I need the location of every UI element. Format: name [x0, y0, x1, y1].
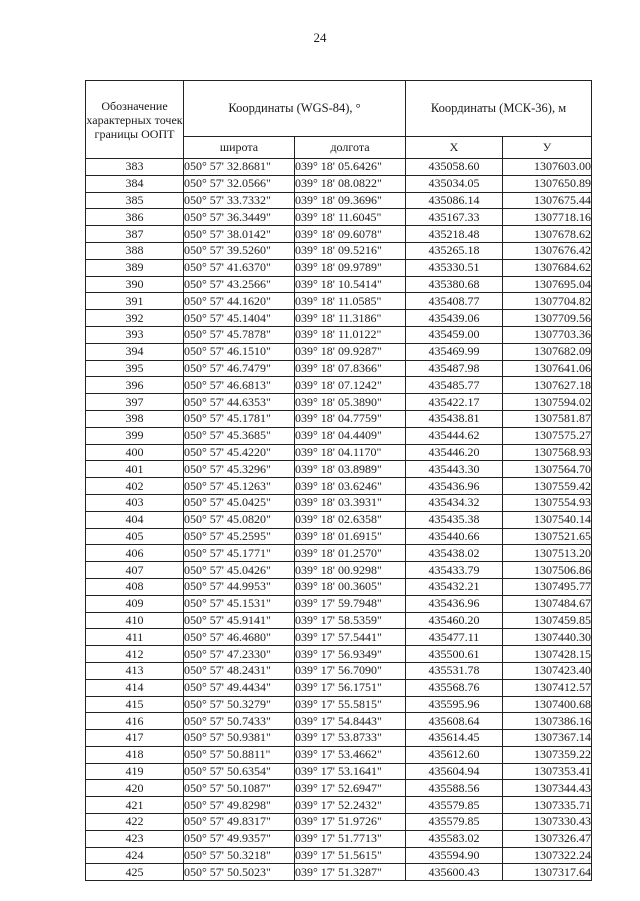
latitude-cell: 050° 57' 50.5023" — [184, 864, 295, 881]
latitude-cell: 050° 57' 32.0566" — [184, 175, 295, 192]
point-number-cell: 413 — [86, 662, 184, 679]
y-coordinate-cell: 1307495.77 — [503, 578, 592, 595]
table-row — [86, 746, 592, 763]
x-coordinate-cell: 435595.96 — [406, 696, 503, 713]
latitude-cell: 050° 57' 45.1404" — [184, 310, 295, 327]
y-coordinate-cell: 1307335.71 — [503, 797, 592, 814]
point-number-cell: 406 — [86, 545, 184, 562]
y-coordinate-cell: 1307428.15 — [503, 646, 592, 663]
latitude-cell: 050° 57' 45.0426" — [184, 562, 295, 579]
x-coordinate-cell: 435459.00 — [406, 326, 503, 343]
table-row — [86, 763, 592, 780]
longitude-cell: 039° 18' 03.3931" — [295, 494, 406, 511]
latitude-cell: 050° 57' 50.9381" — [184, 730, 295, 747]
longitude-cell: 039° 17' 51.7713" — [295, 830, 406, 847]
y-coordinate-cell: 1307684.62 — [503, 259, 592, 276]
x-coordinate-cell: 435438.02 — [406, 545, 503, 562]
point-number-cell: 411 — [86, 629, 184, 646]
latitude-cell: 050° 57' 33.7332" — [184, 192, 295, 209]
x-coordinate-cell: 435446.20 — [406, 444, 503, 461]
longitude-cell: 039° 18' 11.0122" — [295, 326, 406, 343]
y-coordinate-cell: 1307326.47 — [503, 830, 592, 847]
x-coordinate-cell: 435433.79 — [406, 562, 503, 579]
y-coordinate-cell: 1307521.65 — [503, 528, 592, 545]
x-coordinate-cell: 435487.98 — [406, 360, 503, 377]
longitude-cell: 039° 17' 51.9726" — [295, 814, 406, 831]
y-coordinate-cell: 1307423.40 — [503, 662, 592, 679]
table-row — [86, 713, 592, 730]
table-row — [86, 276, 592, 293]
x-coordinate-cell: 435436.96 — [406, 595, 503, 612]
x-coordinate-cell: 435058.60 — [406, 159, 503, 176]
point-number-cell: 403 — [86, 494, 184, 511]
y-coordinate-cell: 1307695.04 — [503, 276, 592, 293]
header-y: У — [503, 137, 592, 159]
longitude-cell: 039° 18' 04.1170" — [295, 444, 406, 461]
x-coordinate-cell: 435408.77 — [406, 293, 503, 310]
point-number-cell: 391 — [86, 293, 184, 310]
table-row — [86, 528, 592, 545]
x-coordinate-cell: 435579.85 — [406, 814, 503, 831]
header-point-designation: Обозначение характерных точек границы ООПТ — [86, 81, 184, 159]
table-row — [86, 310, 592, 327]
table-row — [86, 595, 592, 612]
x-coordinate-cell: 435167.33 — [406, 209, 503, 226]
longitude-cell: 039° 18' 09.9287" — [295, 343, 406, 360]
point-number-cell: 397 — [86, 394, 184, 411]
y-coordinate-cell: 1307400.68 — [503, 696, 592, 713]
y-coordinate-cell: 1307359.22 — [503, 746, 592, 763]
point-number-cell: 410 — [86, 612, 184, 629]
table-row — [86, 159, 592, 176]
y-coordinate-cell: 1307386.16 — [503, 713, 592, 730]
y-coordinate-cell: 1307709.56 — [503, 310, 592, 327]
point-number-cell: 394 — [86, 343, 184, 360]
longitude-cell: 039° 18' 05.3890" — [295, 394, 406, 411]
y-coordinate-cell: 1307704.82 — [503, 293, 592, 310]
latitude-cell: 050° 57' 46.1510" — [184, 343, 295, 360]
y-coordinate-cell: 1307575.27 — [503, 427, 592, 444]
longitude-cell: 039° 17' 55.5815" — [295, 696, 406, 713]
longitude-cell: 039° 17' 54.8443" — [295, 713, 406, 730]
latitude-cell: 050° 57' 44.1620" — [184, 293, 295, 310]
x-coordinate-cell: 435583.02 — [406, 830, 503, 847]
table-row — [86, 797, 592, 814]
longitude-cell: 039° 17' 56.9349" — [295, 646, 406, 663]
point-number-cell: 425 — [86, 864, 184, 881]
latitude-cell: 050° 57' 45.1771" — [184, 545, 295, 562]
x-coordinate-cell: 435612.60 — [406, 746, 503, 763]
table-row — [86, 679, 592, 696]
table-row — [86, 444, 592, 461]
y-coordinate-cell: 1307564.70 — [503, 461, 592, 478]
point-number-cell: 400 — [86, 444, 184, 461]
latitude-cell: 050° 57' 45.4220" — [184, 444, 295, 461]
point-number-cell: 392 — [86, 310, 184, 327]
x-coordinate-cell: 435443.30 — [406, 461, 503, 478]
y-coordinate-cell: 1307594.02 — [503, 394, 592, 411]
table-row — [86, 360, 592, 377]
y-coordinate-cell: 1307513.20 — [503, 545, 592, 562]
latitude-cell: 050° 57' 46.7479" — [184, 360, 295, 377]
longitude-cell: 039° 18' 11.3186" — [295, 310, 406, 327]
y-coordinate-cell: 1307540.14 — [503, 511, 592, 528]
longitude-cell: 039° 17' 52.2432" — [295, 797, 406, 814]
latitude-cell: 050° 57' 36.3449" — [184, 209, 295, 226]
x-coordinate-cell: 435380.68 — [406, 276, 503, 293]
latitude-cell: 050° 57' 49.8298" — [184, 797, 295, 814]
longitude-cell: 039° 17' 58.5359" — [295, 612, 406, 629]
page-number: 24 — [313, 30, 327, 45]
point-number-cell: 396 — [86, 377, 184, 394]
point-number-cell: 402 — [86, 478, 184, 495]
point-number-cell: 385 — [86, 192, 184, 209]
longitude-cell: 039° 18' 03.8989" — [295, 461, 406, 478]
table-row — [86, 410, 592, 427]
latitude-cell: 050° 57' 43.2566" — [184, 276, 295, 293]
table-row — [86, 394, 592, 411]
y-coordinate-cell: 1307603.00 — [503, 159, 592, 176]
latitude-cell: 050° 57' 45.1263" — [184, 478, 295, 495]
table-row — [86, 545, 592, 562]
table-row — [86, 209, 592, 226]
header-wgs84-group: Координаты (WGS-84), ° — [184, 81, 406, 137]
table-row — [86, 662, 592, 679]
longitude-cell: 039° 18' 04.4409" — [295, 427, 406, 444]
x-coordinate-cell: 435432.21 — [406, 578, 503, 595]
table-row — [86, 578, 592, 595]
x-coordinate-cell: 435444.62 — [406, 427, 503, 444]
latitude-cell: 050° 57' 50.1087" — [184, 780, 295, 797]
point-number-cell: 383 — [86, 159, 184, 176]
longitude-cell: 039° 17' 52.6947" — [295, 780, 406, 797]
table-row — [86, 562, 592, 579]
latitude-cell: 050° 57' 45.3296" — [184, 461, 295, 478]
x-coordinate-cell: 435469.99 — [406, 343, 503, 360]
latitude-cell: 050° 57' 50.8811" — [184, 746, 295, 763]
table-row — [86, 377, 592, 394]
longitude-cell: 039° 18' 09.3696" — [295, 192, 406, 209]
table-row — [86, 646, 592, 663]
x-coordinate-cell: 435477.11 — [406, 629, 503, 646]
point-number-cell: 409 — [86, 595, 184, 612]
point-number-cell: 421 — [86, 797, 184, 814]
latitude-cell: 050° 57' 41.6370" — [184, 259, 295, 276]
longitude-cell: 039° 17' 53.4662" — [295, 746, 406, 763]
latitude-cell: 050° 57' 45.3685" — [184, 427, 295, 444]
longitude-cell: 039° 18' 10.5414" — [295, 276, 406, 293]
x-coordinate-cell: 435568.76 — [406, 679, 503, 696]
longitude-cell: 039° 17' 51.5615" — [295, 847, 406, 864]
table-row — [86, 830, 592, 847]
table-row — [86, 780, 592, 797]
table-row — [86, 175, 592, 192]
x-coordinate-cell: 435034.05 — [406, 175, 503, 192]
longitude-cell: 039° 17' 51.3287" — [295, 864, 406, 881]
latitude-cell: 050° 57' 50.3218" — [184, 847, 295, 864]
longitude-cell: 039° 18' 01.6915" — [295, 528, 406, 545]
y-coordinate-cell: 1307682.09 — [503, 343, 592, 360]
x-coordinate-cell: 435436.96 — [406, 478, 503, 495]
table-row — [86, 343, 592, 360]
x-coordinate-cell: 435218.48 — [406, 226, 503, 243]
longitude-cell: 039° 18' 07.1242" — [295, 377, 406, 394]
latitude-cell: 050° 57' 44.6353" — [184, 394, 295, 411]
y-coordinate-cell: 1307676.42 — [503, 242, 592, 259]
y-coordinate-cell: 1307627.18 — [503, 377, 592, 394]
latitude-cell: 050° 57' 39.5260" — [184, 242, 295, 259]
y-coordinate-cell: 1307703.36 — [503, 326, 592, 343]
longitude-cell: 039° 18' 05.6426" — [295, 159, 406, 176]
point-number-cell: 404 — [86, 511, 184, 528]
point-number-cell: 417 — [86, 730, 184, 747]
point-number-cell: 387 — [86, 226, 184, 243]
header-x: X — [406, 137, 503, 159]
table-row — [86, 478, 592, 495]
longitude-cell: 039° 18' 04.7759" — [295, 410, 406, 427]
latitude-cell: 050° 57' 49.8317" — [184, 814, 295, 831]
table-row — [86, 864, 592, 881]
point-number-cell: 408 — [86, 578, 184, 595]
header-longitude: долгота — [295, 137, 406, 159]
point-number-cell: 393 — [86, 326, 184, 343]
latitude-cell: 050° 57' 50.6354" — [184, 763, 295, 780]
longitude-cell: 039° 18' 09.6078" — [295, 226, 406, 243]
latitude-cell: 050° 57' 46.4680" — [184, 629, 295, 646]
longitude-cell: 039° 18' 08.0822" — [295, 175, 406, 192]
latitude-cell: 050° 57' 44.9953" — [184, 578, 295, 595]
point-number-cell: 388 — [86, 242, 184, 259]
x-coordinate-cell: 435460.20 — [406, 612, 503, 629]
longitude-cell: 039° 18' 03.6246" — [295, 478, 406, 495]
y-coordinate-cell: 1307675.44 — [503, 192, 592, 209]
y-coordinate-cell: 1307367.14 — [503, 730, 592, 747]
point-number-cell: 389 — [86, 259, 184, 276]
point-number-cell: 399 — [86, 427, 184, 444]
y-coordinate-cell: 1307559.42 — [503, 478, 592, 495]
point-number-cell: 384 — [86, 175, 184, 192]
coordinates-table — [85, 80, 592, 881]
point-number-cell: 390 — [86, 276, 184, 293]
point-number-cell: 419 — [86, 763, 184, 780]
latitude-cell: 050° 57' 50.3279" — [184, 696, 295, 713]
longitude-cell: 039° 18' 09.9789" — [295, 259, 406, 276]
table-row — [86, 511, 592, 528]
table-row — [86, 494, 592, 511]
latitude-cell: 050° 57' 45.7878" — [184, 326, 295, 343]
longitude-cell: 039° 17' 56.1751" — [295, 679, 406, 696]
latitude-cell: 050° 57' 45.1781" — [184, 410, 295, 427]
table-row — [86, 730, 592, 747]
header-latitude: широта — [184, 137, 295, 159]
table-row — [86, 696, 592, 713]
x-coordinate-cell: 435438.81 — [406, 410, 503, 427]
y-coordinate-cell: 1307718.16 — [503, 209, 592, 226]
point-number-cell: 398 — [86, 410, 184, 427]
point-number-cell: 422 — [86, 814, 184, 831]
x-coordinate-cell: 435531.78 — [406, 662, 503, 679]
latitude-cell: 050° 57' 48.2431" — [184, 662, 295, 679]
latitude-cell: 050° 57' 47.2330" — [184, 646, 295, 663]
latitude-cell: 050° 57' 45.0425" — [184, 494, 295, 511]
table-row — [86, 814, 592, 831]
y-coordinate-cell: 1307412.57 — [503, 679, 592, 696]
y-coordinate-cell: 1307330.43 — [503, 814, 592, 831]
latitude-cell: 050° 57' 38.0142" — [184, 226, 295, 243]
longitude-cell: 039° 18' 00.3605" — [295, 578, 406, 595]
point-number-cell: 415 — [86, 696, 184, 713]
table-row — [86, 612, 592, 629]
point-number-cell: 395 — [86, 360, 184, 377]
y-coordinate-cell: 1307506.86 — [503, 562, 592, 579]
x-coordinate-cell: 435439.06 — [406, 310, 503, 327]
table-row — [86, 259, 592, 276]
table-row — [86, 847, 592, 864]
table-row — [86, 242, 592, 259]
header-msk36-group: Координаты (МСК-36), м — [406, 81, 592, 137]
point-number-cell: 405 — [86, 528, 184, 545]
x-coordinate-cell: 435614.45 — [406, 730, 503, 747]
x-coordinate-cell: 435604.94 — [406, 763, 503, 780]
x-coordinate-cell: 435422.17 — [406, 394, 503, 411]
y-coordinate-cell: 1307344.43 — [503, 780, 592, 797]
y-coordinate-cell: 1307641.06 — [503, 360, 592, 377]
latitude-cell: 050° 57' 49.9357" — [184, 830, 295, 847]
table-row — [86, 192, 592, 209]
longitude-cell: 039° 18' 11.0585" — [295, 293, 406, 310]
y-coordinate-cell: 1307568.93 — [503, 444, 592, 461]
point-number-cell: 386 — [86, 209, 184, 226]
y-coordinate-cell: 1307459.85 — [503, 612, 592, 629]
longitude-cell: 039° 17' 53.8733" — [295, 730, 406, 747]
latitude-cell: 050° 57' 46.6813" — [184, 377, 295, 394]
point-number-cell: 407 — [86, 562, 184, 579]
x-coordinate-cell: 435440.66 — [406, 528, 503, 545]
table-row — [86, 326, 592, 343]
y-coordinate-cell: 1307581.87 — [503, 410, 592, 427]
latitude-cell: 050° 57' 45.1531" — [184, 595, 295, 612]
x-coordinate-cell: 435435.38 — [406, 511, 503, 528]
longitude-cell: 039° 17' 57.5441" — [295, 629, 406, 646]
x-coordinate-cell: 435485.77 — [406, 377, 503, 394]
x-coordinate-cell: 435500.61 — [406, 646, 503, 663]
y-coordinate-cell: 1307440.30 — [503, 629, 592, 646]
point-number-cell: 416 — [86, 713, 184, 730]
x-coordinate-cell: 435608.64 — [406, 713, 503, 730]
longitude-cell: 039° 17' 59.7948" — [295, 595, 406, 612]
latitude-cell: 050° 57' 50.7433" — [184, 713, 295, 730]
longitude-cell: 039° 17' 53.1641" — [295, 763, 406, 780]
x-coordinate-cell: 435434.32 — [406, 494, 503, 511]
latitude-cell: 050° 57' 32.8681" — [184, 159, 295, 176]
point-number-cell: 401 — [86, 461, 184, 478]
point-number-cell: 420 — [86, 780, 184, 797]
table-row — [86, 427, 592, 444]
x-coordinate-cell: 435579.85 — [406, 797, 503, 814]
point-number-cell: 412 — [86, 646, 184, 663]
latitude-cell: 050° 57' 45.9141" — [184, 612, 295, 629]
longitude-cell: 039° 18' 11.6045" — [295, 209, 406, 226]
point-number-cell: 423 — [86, 830, 184, 847]
y-coordinate-cell: 1307353.41 — [503, 763, 592, 780]
table-row — [86, 629, 592, 646]
y-coordinate-cell: 1307650.89 — [503, 175, 592, 192]
y-coordinate-cell: 1307554.93 — [503, 494, 592, 511]
point-number-cell: 418 — [86, 746, 184, 763]
table-row — [86, 226, 592, 243]
x-coordinate-cell: 435588.56 — [406, 780, 503, 797]
longitude-cell: 039° 18' 07.8366" — [295, 360, 406, 377]
x-coordinate-cell: 435086.14 — [406, 192, 503, 209]
table-row — [86, 461, 592, 478]
y-coordinate-cell: 1307317.64 — [503, 864, 592, 881]
longitude-cell: 039° 18' 01.2570" — [295, 545, 406, 562]
x-coordinate-cell: 435594.90 — [406, 847, 503, 864]
point-number-cell: 414 — [86, 679, 184, 696]
longitude-cell: 039° 18' 09.5216" — [295, 242, 406, 259]
y-coordinate-cell: 1307678.62 — [503, 226, 592, 243]
table-row — [86, 293, 592, 310]
point-number-cell: 424 — [86, 847, 184, 864]
latitude-cell: 050° 57' 45.0820" — [184, 511, 295, 528]
x-coordinate-cell: 435330.51 — [406, 259, 503, 276]
latitude-cell: 050° 57' 49.4434" — [184, 679, 295, 696]
longitude-cell: 039° 18' 02.6358" — [295, 511, 406, 528]
x-coordinate-cell: 435600.43 — [406, 864, 503, 881]
latitude-cell: 050° 57' 45.2595" — [184, 528, 295, 545]
longitude-cell: 039° 17' 56.7090" — [295, 662, 406, 679]
y-coordinate-cell: 1307322.24 — [503, 847, 592, 864]
x-coordinate-cell: 435265.18 — [406, 242, 503, 259]
longitude-cell: 039° 18' 00.9298" — [295, 562, 406, 579]
y-coordinate-cell: 1307484.67 — [503, 595, 592, 612]
